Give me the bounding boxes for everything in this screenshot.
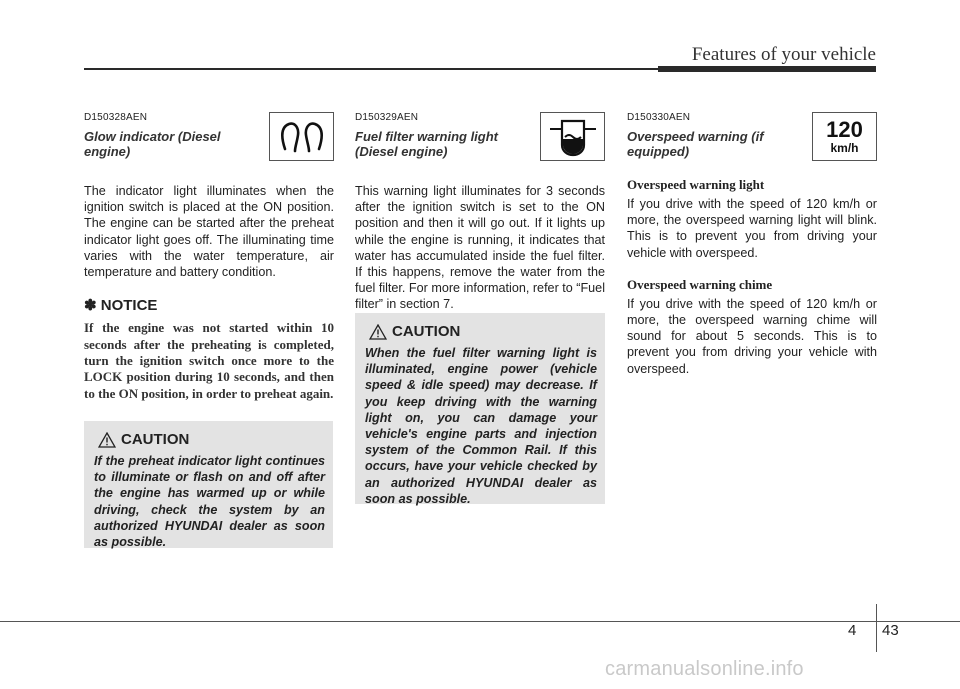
section-code: D150330AEN [627, 112, 691, 123]
sub-text: If you drive with the speed of 120 km/h or more, the overspeed warning chime will sound for about 5 seconds. This is to prevent you from driving your vehicle with overspeed. [627, 296, 877, 376]
caution-box-fuel-filter [355, 313, 605, 504]
section-title: Overspeed warning (if equipped) [627, 129, 764, 159]
page-number: 43 [882, 622, 899, 639]
section-fuel-filter [355, 112, 605, 313]
caution-header [98, 431, 325, 448]
glow-plug-icon [269, 112, 334, 161]
section-title: Glow indicator (Diesel engine) [84, 129, 221, 159]
caution-text: If the preheat indicator light continues to illuminate or flash on and off after the engine has warmed up or while driving, check the system by an authorized HYUNDAI dealer as soon as possible. [94, 454, 325, 550]
sub-heading: Overspeed warning light [627, 177, 765, 192]
caution-text: When the fuel filter warning light is illuminated, engine power (vehicle speed & idle speed) may decrease. If you keep driving with the warning light on, you can damage your vehicle's engine parts and injection system of the Common Rail. If this occurs, have your vehicle checked by an authorized HYUNDAI dealer as soon as possible. [365, 346, 597, 506]
caution-heading: CAUTION [121, 431, 190, 448]
running-header: Features of your vehicle [691, 44, 876, 65]
footer-divider [876, 604, 877, 652]
caution-heading: CAUTION [392, 323, 461, 340]
section-code: D150329AEN [355, 112, 419, 123]
caution-header [369, 323, 597, 340]
overspeed-icon [812, 112, 877, 161]
header-bar [658, 66, 876, 72]
section-body: This warning light illuminates for 3 seconds after the ignition switch is set to the ON position and then it will go out. If it lights up while the engine is running, it indicates that water has accumulated inside the fuel filter. If this happens, remove the water from the fuel filter. For more information, refer to “Fuel filter” in section 7. [355, 184, 605, 312]
overspeed-icon-value: 120 [826, 117, 863, 142]
footer-rule [0, 621, 960, 622]
overspeed-icon-unit: km/h [830, 141, 859, 155]
section-body: The indicator light illuminates when the ignition switch is placed at the ON position. The engine can be started after the preheat indicator light goes off. The illuminating time varies with the water temperature, air temperature and battery condition. [84, 184, 334, 280]
section-title: Fuel filter warning light (Diesel engine) [355, 129, 498, 159]
notice-text: If the engine was not started within 10 seconds after the preheating is completed, turn the ignition switch once more to the LOCK position during 10 seconds, and then to the ON position, in order to preheat again. [84, 320, 334, 401]
chapter-number: 4 [848, 622, 857, 639]
sub-text: If you drive with the speed of 120 km/h or more, the overspeed warning light will blink. This is to prevent you from driving your vehicle with overspeed. [627, 197, 877, 260]
notice-heading: ✽ NOTICE [84, 297, 158, 315]
watermark: carmanualsonline.info [605, 658, 804, 680]
sub-heading: Overspeed warning chime [627, 276, 773, 292]
section-code: D150328AEN [84, 112, 148, 123]
fuel-filter-icon [540, 112, 605, 161]
section-glow-indicator [84, 112, 334, 402]
warning-triangle-icon [369, 324, 387, 340]
caution-box-glow [84, 421, 333, 548]
warning-triangle-icon [98, 432, 116, 448]
section-overspeed [627, 112, 877, 377]
